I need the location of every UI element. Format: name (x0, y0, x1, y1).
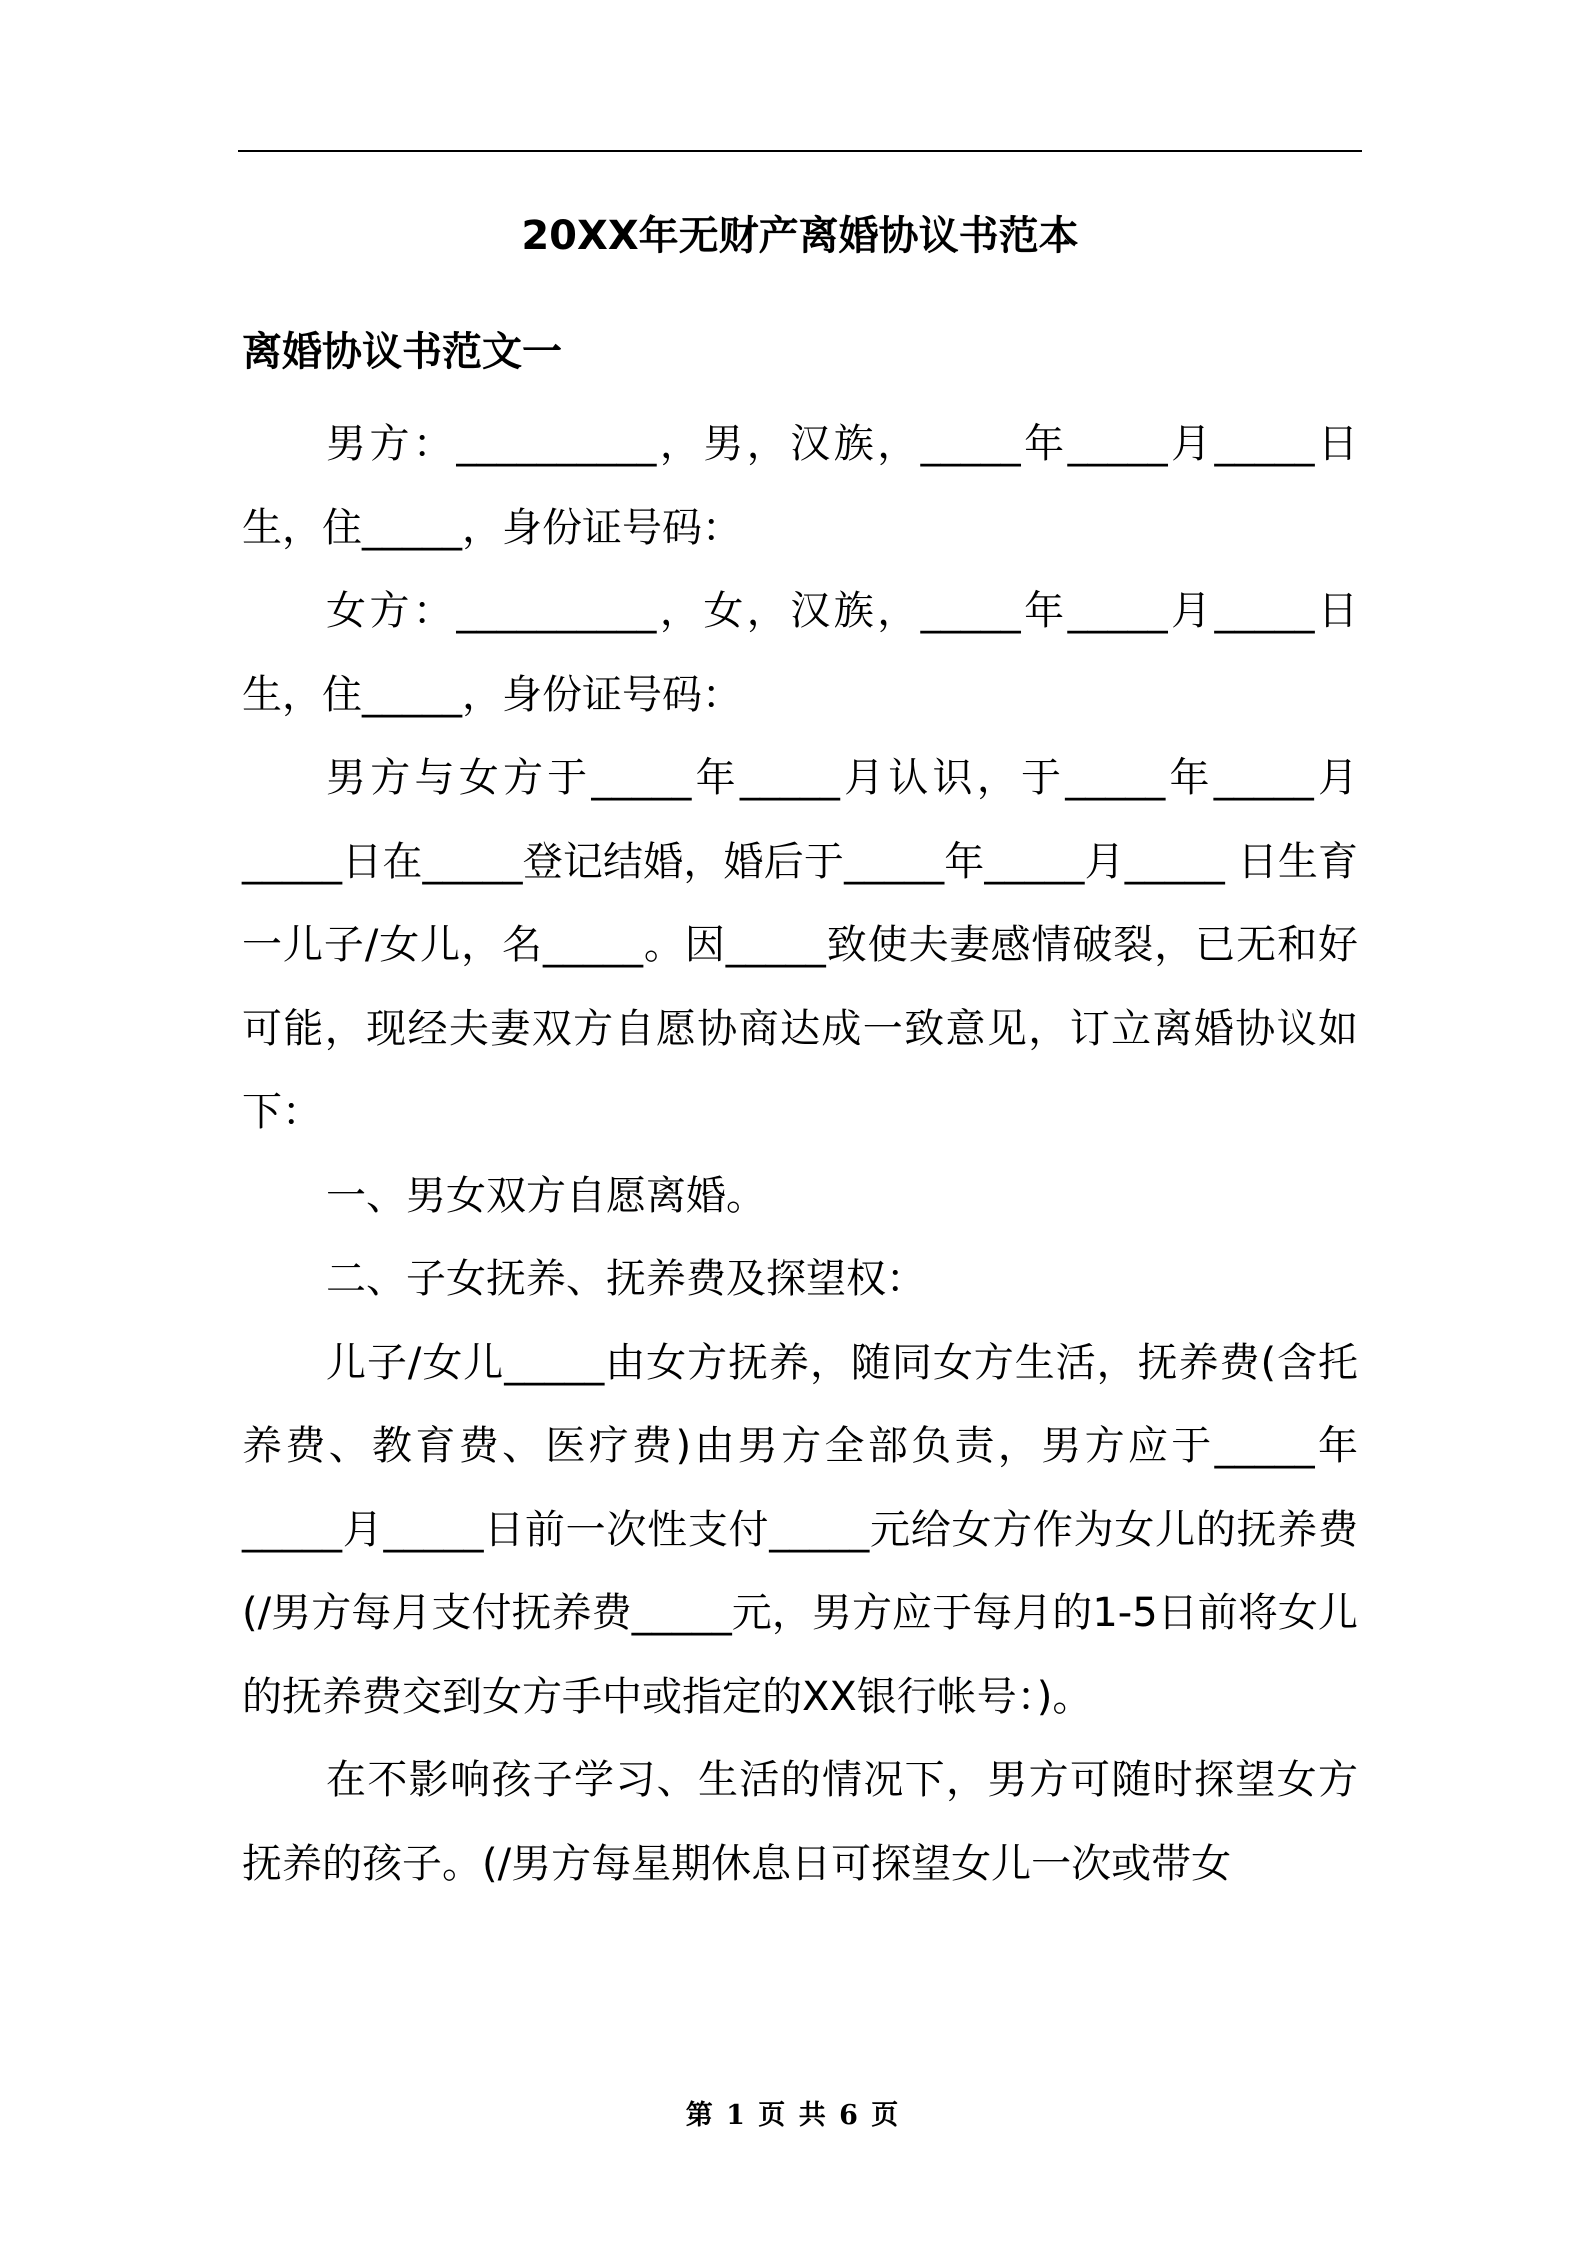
paragraph-male-party: 男方：__________，男，汉族，_____年_____月_____日生，住_____，身份证号码： (242, 421, 1358, 551)
clause-child-custody-heading: 二、子女抚养、抚养费及探望权： (326, 1256, 926, 1302)
document-title: 20XX年无财产离婚协议书范本 (521, 213, 1079, 259)
section-heading: 离婚协议书范文一 (242, 329, 562, 375)
page-number: 第 1 页 共 6 页 (685, 2100, 901, 2131)
paragraph-marriage-background: 男方与女方于_____年_____月认识，于_____年_____月_____日在_____登记结婚，婚后于_____年_____月_____ 日生育一儿子/女儿，名_____。因_____致使夫妻感情破裂，已无和好可能，现经夫妻双方自愿协商达成一致意见，订立离婚协议如下： (242, 755, 1358, 1135)
document-body (242, 403, 1358, 1906)
clause-voluntary-divorce: 一、男女双方自愿离婚。 (326, 1172, 766, 1219)
paragraph-female-party: 女方：__________，女，汉族，_____年_____月_____日生，住_____，身份证号码： (242, 588, 1358, 718)
header-rule (238, 150, 1362, 152)
paragraph-visitation: 在不影响孩子学习、生活的情况下，男方可随时探望女方抚养的孩子。(/男方每星期休息日可探望女儿一次或带女 (242, 1757, 1358, 1887)
paragraph-child-support: 儿子/女儿_____由女方抚养，随同女方生活，抚养费(含托养费、教育费、医疗费)由男方全部负责，男方应于_____年_____月_____日前一次性支付_____元给女方作为女儿的抚养费(/男方每月支付抚养费_____元，男方应于每月的1-5日前将女儿的抚养费交到女方手中或指定的XX银行帐号：)。 (242, 1339, 1358, 1720)
